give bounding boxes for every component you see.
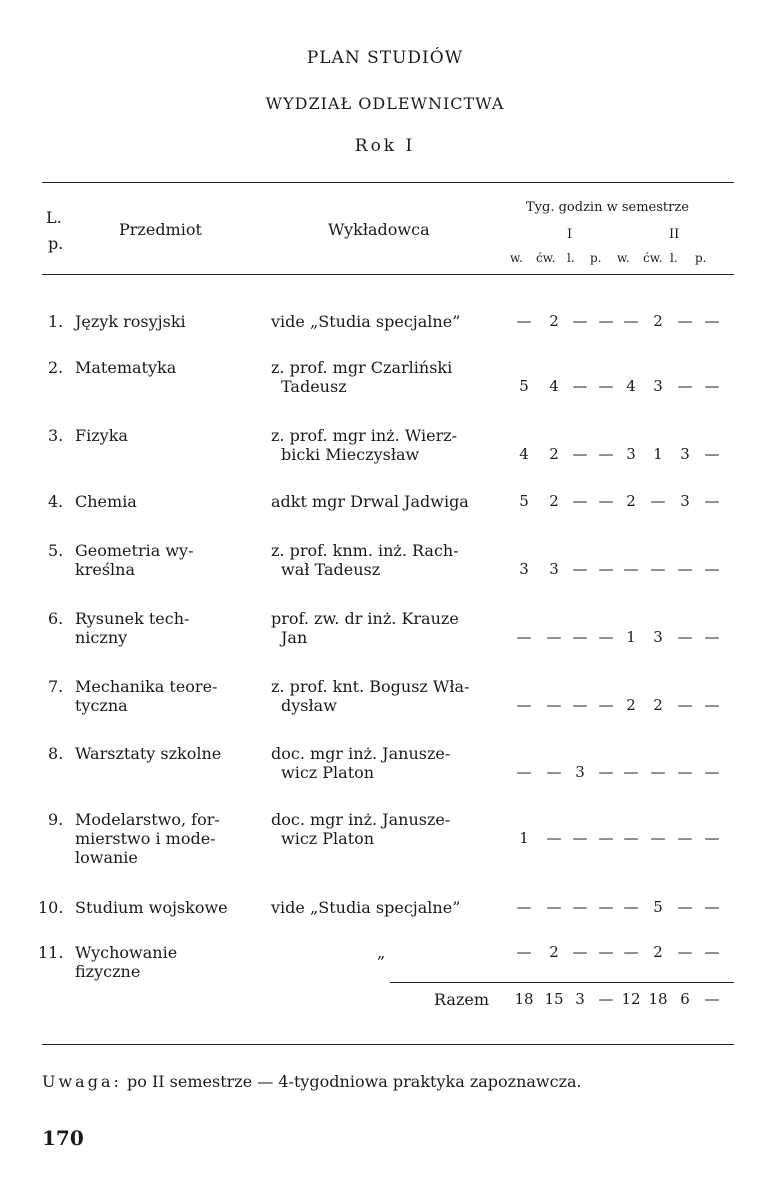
lecturer-name: z. prof. knt. Bogusz Wła- xyxy=(271,677,470,696)
hours-cell: — xyxy=(516,898,532,916)
subject-name: Warsztaty szkolne xyxy=(75,744,222,763)
lecturer-name: dysław xyxy=(281,696,337,715)
subject-name: Język rosyjski xyxy=(75,312,186,331)
col-hours-title: Tyg. godzin w semestrze xyxy=(526,200,689,215)
hours-cell: — xyxy=(516,943,532,961)
hours-cell: — xyxy=(546,829,562,847)
hours-cell: 3 xyxy=(519,560,529,578)
hours-cell: — xyxy=(704,560,720,578)
subject-name: tyczna xyxy=(75,696,128,715)
subcolumn-label: l. xyxy=(670,251,678,265)
hours-cell: — xyxy=(704,829,720,847)
year-title: Rok I xyxy=(354,136,416,156)
lecturer-name: wał Tadeusz xyxy=(281,560,381,579)
row-number: 7. xyxy=(48,677,64,696)
row-number: 6. xyxy=(48,609,64,628)
totals-rule xyxy=(390,982,734,983)
hours-cell: 5 xyxy=(519,492,529,510)
page-number: 170 xyxy=(42,1126,84,1150)
hours-cell: — xyxy=(704,696,720,714)
hours-cell: — xyxy=(650,829,666,847)
footnote xyxy=(42,1072,582,1091)
hours-cell: — xyxy=(546,898,562,916)
hours-cell: 1 xyxy=(519,829,529,847)
lecturer-name: z. prof. knm. inż. Rach- xyxy=(271,541,459,560)
hours-cell: — xyxy=(704,628,720,646)
lecturer-name: Tadeusz xyxy=(281,377,347,396)
lecturer-name: adkt mgr Drwal Jadwiga xyxy=(271,492,469,511)
subject-name: Mechanika teore- xyxy=(75,677,218,696)
row-number: 4. xyxy=(48,492,64,511)
hours-cell: 2 xyxy=(626,696,636,714)
hours-cell: 4 xyxy=(519,445,529,463)
hours-cell: — xyxy=(704,763,720,781)
hours-cell: — xyxy=(572,898,588,916)
hours-cell: 1 xyxy=(626,628,636,646)
col-subject: Przedmiot xyxy=(119,220,202,239)
hours-cell: — xyxy=(572,445,588,463)
hours-cell: — xyxy=(572,492,588,510)
hours-cell: — xyxy=(650,560,666,578)
lecturer-name: „ xyxy=(377,943,386,962)
totals-label: Razem xyxy=(434,990,490,1009)
hours-cell: — xyxy=(598,829,614,847)
lecturer-name: wicz Platon xyxy=(281,763,375,782)
hours-cell: 4 xyxy=(626,377,636,395)
hours-cell: — xyxy=(623,898,639,916)
hours-cell: — xyxy=(677,763,693,781)
hours-cell: 2 xyxy=(653,943,663,961)
lecturer-name: Jan xyxy=(281,628,308,647)
subject-name: Chemia xyxy=(75,492,137,511)
subject-name: Rysunek tech- xyxy=(75,609,190,628)
hours-cell: — xyxy=(546,696,562,714)
hours-cell: — xyxy=(704,898,720,916)
hours-cell: 3 xyxy=(680,445,690,463)
row-number: 8. xyxy=(48,744,64,763)
row-number: 3. xyxy=(48,426,64,445)
hours-cell: 2 xyxy=(653,696,663,714)
subcolumn-label: l. xyxy=(567,251,575,265)
hours-cell: 2 xyxy=(653,312,663,330)
hours-cell: — xyxy=(572,377,588,395)
footnote-text: po II semestrze — 4-tygodniowa praktyka zapoznawcza. xyxy=(126,1072,582,1091)
lecturer-name: doc. mgr inż. Janusze- xyxy=(271,810,451,829)
col-lp-1: L. xyxy=(46,208,62,227)
lecturer-name: vide „Studia specjalne” xyxy=(271,898,461,917)
subject-name: Studium wojskowe xyxy=(75,898,228,917)
hours-cell: 2 xyxy=(549,312,559,330)
subject-name: Matematyka xyxy=(75,358,177,377)
hours-cell: 3 xyxy=(549,560,559,578)
hours-cell: — xyxy=(598,560,614,578)
lecturer-name: z. prof. mgr Czarliński xyxy=(271,358,453,377)
hours-cell: — xyxy=(650,763,666,781)
hours-cell: — xyxy=(623,763,639,781)
hours-cell: — xyxy=(650,492,666,510)
row-number: 11. xyxy=(38,943,64,962)
subject-name: kreślna xyxy=(75,560,135,579)
top-rule xyxy=(42,182,734,183)
hours-cell: — xyxy=(677,312,693,330)
total-cell: 15 xyxy=(544,990,564,1008)
hours-cell: — xyxy=(598,312,614,330)
header-rule xyxy=(42,274,734,275)
hours-cell: — xyxy=(516,312,532,330)
hours-cell: 3 xyxy=(653,377,663,395)
hours-cell: — xyxy=(677,696,693,714)
subject-name: Fizyka xyxy=(75,426,128,445)
subject-name: lowanie xyxy=(75,848,138,867)
hours-cell: — xyxy=(704,312,720,330)
hours-cell: 2 xyxy=(549,445,559,463)
subcolumn-label: w. xyxy=(617,251,630,265)
total-cell: 18 xyxy=(514,990,534,1008)
lecturer-name: vide „Studia specjalne” xyxy=(271,312,461,331)
hours-cell: 3 xyxy=(653,628,663,646)
hours-cell: — xyxy=(623,560,639,578)
row-number: 2. xyxy=(48,358,64,377)
hours-cell: — xyxy=(516,763,532,781)
subject-name: niczny xyxy=(75,628,128,647)
total-cell: 18 xyxy=(648,990,668,1008)
subject-name: mierstwo i mode- xyxy=(75,829,216,848)
col-lecturer: Wykładowca xyxy=(328,220,430,239)
hours-cell: — xyxy=(598,763,614,781)
plan-title: PLAN STUDIÓW xyxy=(306,48,464,68)
footnote-label: Uwaga: xyxy=(42,1072,122,1091)
hours-cell: 1 xyxy=(653,445,663,463)
hours-cell: — xyxy=(704,377,720,395)
subject-name: Wychowanie xyxy=(75,943,178,962)
subcolumn-label: ćw. xyxy=(536,251,556,265)
hours-cell: — xyxy=(598,696,614,714)
hours-cell: — xyxy=(546,763,562,781)
hours-cell: 5 xyxy=(653,898,663,916)
total-cell: 6 xyxy=(680,990,690,1008)
subcolumn-label: p. xyxy=(590,251,602,265)
hours-cell: — xyxy=(598,943,614,961)
lecturer-name: bicki Mieczysław xyxy=(281,445,420,464)
hours-cell: 3 xyxy=(575,763,585,781)
hours-cell: 4 xyxy=(549,377,559,395)
hours-cell: — xyxy=(677,628,693,646)
hours-cell: — xyxy=(572,696,588,714)
hours-cell: — xyxy=(677,560,693,578)
subcolumn-label: p. xyxy=(695,251,707,265)
hours-cell: — xyxy=(677,898,693,916)
hours-cell: — xyxy=(598,492,614,510)
hours-cell: — xyxy=(598,445,614,463)
total-cell: 3 xyxy=(575,990,585,1008)
faculty-title: WYDZIAŁ ODLEWNICTWA xyxy=(265,94,505,113)
hours-cell: — xyxy=(516,696,532,714)
total-cell: 12 xyxy=(621,990,641,1008)
row-number: 1. xyxy=(48,312,64,331)
bottom-rule xyxy=(42,1044,734,1045)
hours-cell: 2 xyxy=(549,943,559,961)
hours-cell: — xyxy=(572,560,588,578)
hours-cell: — xyxy=(546,628,562,646)
lecturer-name: z. prof. mgr inż. Wierz- xyxy=(271,426,458,445)
total-cell: — xyxy=(598,990,614,1008)
hours-cell: — xyxy=(572,943,588,961)
subcolumn-label: w. xyxy=(510,251,523,265)
hours-cell: — xyxy=(598,377,614,395)
hours-cell: — xyxy=(623,829,639,847)
subcolumn-label: ćw. xyxy=(643,251,663,265)
row-number: 5. xyxy=(48,541,64,560)
hours-cell: 2 xyxy=(549,492,559,510)
hours-cell: 2 xyxy=(626,492,636,510)
hours-cell: — xyxy=(516,628,532,646)
hours-cell: — xyxy=(572,312,588,330)
hours-cell: — xyxy=(623,943,639,961)
hours-cell: — xyxy=(704,445,720,463)
hours-cell: 3 xyxy=(626,445,636,463)
hours-cell: 5 xyxy=(519,377,529,395)
lecturer-name: wicz Platon xyxy=(281,829,375,848)
lecturer-name: prof. zw. dr inż. Krauze xyxy=(271,609,459,628)
hours-cell: — xyxy=(623,312,639,330)
hours-cell: — xyxy=(704,492,720,510)
total-cell: — xyxy=(704,990,720,1008)
hours-cell: — xyxy=(598,628,614,646)
subject-name: Geometria wy- xyxy=(75,541,194,560)
hours-cell: — xyxy=(677,829,693,847)
lecturer-name: doc. mgr inż. Janusze- xyxy=(271,744,451,763)
hours-cell: — xyxy=(598,898,614,916)
subject-name: Modelarstwo, for- xyxy=(75,810,220,829)
hours-cell: 3 xyxy=(680,492,690,510)
hours-cell: — xyxy=(572,829,588,847)
hours-cell: — xyxy=(572,628,588,646)
col-sem2: II xyxy=(669,227,680,242)
col-sem1: I xyxy=(567,227,573,242)
row-number: 9. xyxy=(48,810,64,829)
row-number: 10. xyxy=(38,898,64,917)
col-lp-2: p. xyxy=(48,234,64,253)
hours-cell: — xyxy=(677,943,693,961)
hours-cell: — xyxy=(677,377,693,395)
subject-name: fizyczne xyxy=(75,962,141,981)
hours-cell: — xyxy=(704,943,720,961)
